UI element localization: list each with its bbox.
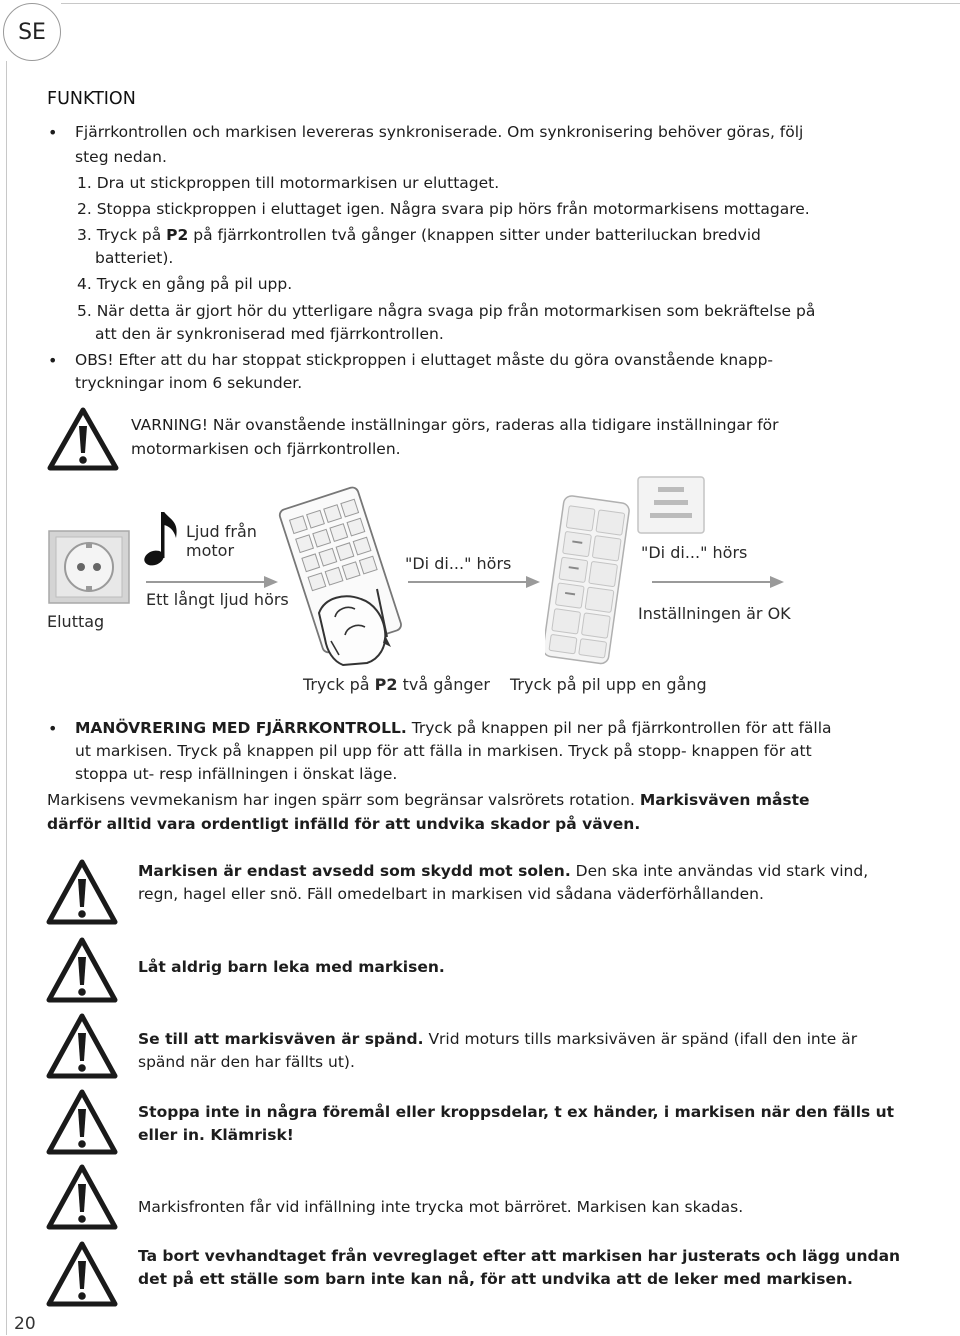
bullet-marker: • — [48, 719, 58, 738]
operation-line-2: ut markisen. Tryck på knappen pil upp för att fälla in markisen. Tryck på stopp- knappen för att — [75, 742, 812, 760]
mechanism-line-2: därför alltid vara ordentligt infälld för att undvika skador på väven. — [47, 815, 641, 833]
intro-line-1: Fjärrkontrollen och markisen levereras synkroniserade. Om synkronisering behöver göras, följ — [75, 123, 804, 141]
setting-panel-icon — [636, 475, 706, 535]
sync-diagram — [0, 475, 960, 705]
warning-triangle-icon — [45, 936, 119, 1004]
mechanism-line-1: Markisens vevmekanism har ingen spärr som begränsar valsrörets rotation. Markisväven måste — [47, 791, 810, 809]
socket-label: Eluttag — [47, 612, 105, 631]
warning-triangle-icon — [45, 1012, 119, 1080]
warning-sun-line-1: Markisen är endast avsedd som skydd mot solen. Den ska inte användas vid stark vind, — [138, 862, 869, 880]
step-2: 2. Stoppa stickproppen i eluttaget igen. Några svara pip hörs från motormarkisens mottagare. — [77, 200, 810, 218]
bullet-marker: • — [48, 351, 58, 370]
page-number: 20 — [14, 1314, 36, 1334]
step-5: 5. När detta är gjort hör du ytterligare några svaga pip från motormarkisen som bekräftelse på — [77, 302, 816, 320]
warning-1-line-2: motormarkisen och fjärrkontrollen. — [131, 440, 401, 458]
long-beep-label: Ett långt ljud hörs — [146, 590, 289, 609]
warning-children: Låt aldrig barn leka med markisen. — [138, 958, 445, 976]
setting-ok-label: Inställningen är OK — [638, 604, 791, 623]
arrow-right-icon — [408, 575, 542, 589]
obs-line-1: OBS! Efter att du har stoppat stickproppen i eluttaget måste du göra ovanstående knapp- — [75, 351, 774, 369]
didi-label-1: "Di di..." hörs — [405, 554, 512, 573]
step-3: 3. Tryck på P2 på fjärrkontrollen två gånger (knappen sitter under batteriluckan bredvid — [77, 226, 761, 244]
hand-remote-icon — [275, 485, 407, 667]
warning-tension-line-2: spänd när den har fällts ut). — [138, 1053, 355, 1071]
step-5-cont: att den är synkroniserad med fjärrkontrollen. — [95, 325, 444, 343]
top-rule — [61, 3, 960, 4]
press-up-label: Tryck på pil upp en gång — [510, 675, 707, 694]
warning-pinch-line-1: Stoppa inte in några föremål eller kroppsdelar, t ex händer, i markisen när den fälls ut — [138, 1103, 895, 1121]
warning-crank-line-1: Ta bort vevhandtaget från vevreglaget efter att markisen har justerats och lägg undan — [138, 1247, 901, 1265]
intro-line-2: steg nedan. — [75, 148, 167, 166]
warning-front: Markisfronten får vid infällning inte trycka mot bärröret. Markisen kan skadas. — [138, 1198, 744, 1216]
bullet-marker: • — [48, 123, 58, 142]
motor-sound-label: Ljud från motor — [186, 522, 257, 560]
operation-line-3: stoppa ut- resp infällningen i önskat läge. — [75, 765, 398, 783]
warning-triangle-icon — [45, 1240, 119, 1308]
warning-1-line-1: VARNING! När ovanstående inställningar görs, raderas alla tidigare inställningar för — [131, 416, 779, 434]
step-1: 1. Dra ut stickproppen till motormarkisen ur eluttaget. — [77, 174, 500, 192]
press-p2-label: Tryck på P2 två gånger — [303, 675, 490, 694]
language-badge — [3, 3, 61, 61]
music-note-icon — [143, 508, 183, 568]
warning-tension-line-1: Se till att markisväven är spänd. Vrid moturs tills marksiväven är spänd (ifall den inte är — [138, 1030, 858, 1048]
remote-control-icon — [545, 495, 631, 667]
language-code: SE — [18, 19, 46, 45]
step-3-cont: batteriet). — [95, 249, 174, 267]
section-title: FUNKTION — [47, 89, 136, 109]
warning-triangle-icon — [45, 1088, 119, 1156]
warning-crank-line-2: det på ett ställe som barn inte kan nå, för att undvika att de leker med markisen. — [138, 1270, 853, 1288]
warning-label: VARNING! — [131, 416, 208, 434]
step-4: 4. Tryck en gång på pil upp. — [77, 275, 293, 293]
warning-pinch-line-2: eller in. Klämrisk! — [138, 1126, 294, 1144]
operation-line-1: MANÖVRERING MED FJÄRRKONTROLL. Tryck på knappen pil ner på fjärrkontrollen för att fälla — [75, 719, 832, 737]
obs-line-2: tryckningar inom 6 sekunder. — [75, 374, 303, 392]
warning-triangle-icon — [45, 858, 119, 926]
warning-triangle-icon — [46, 406, 120, 472]
wall-socket-icon — [48, 530, 130, 604]
arrow-right-icon — [652, 575, 786, 589]
warning-triangle-icon — [45, 1163, 119, 1231]
warning-sun-line-2: regn, hagel eller snö. Fäll omedelbart in markisen vid sådana väderförhållanden. — [138, 885, 764, 903]
didi-label-2: "Di di..." hörs — [641, 543, 748, 562]
arrow-right-icon — [146, 575, 280, 589]
